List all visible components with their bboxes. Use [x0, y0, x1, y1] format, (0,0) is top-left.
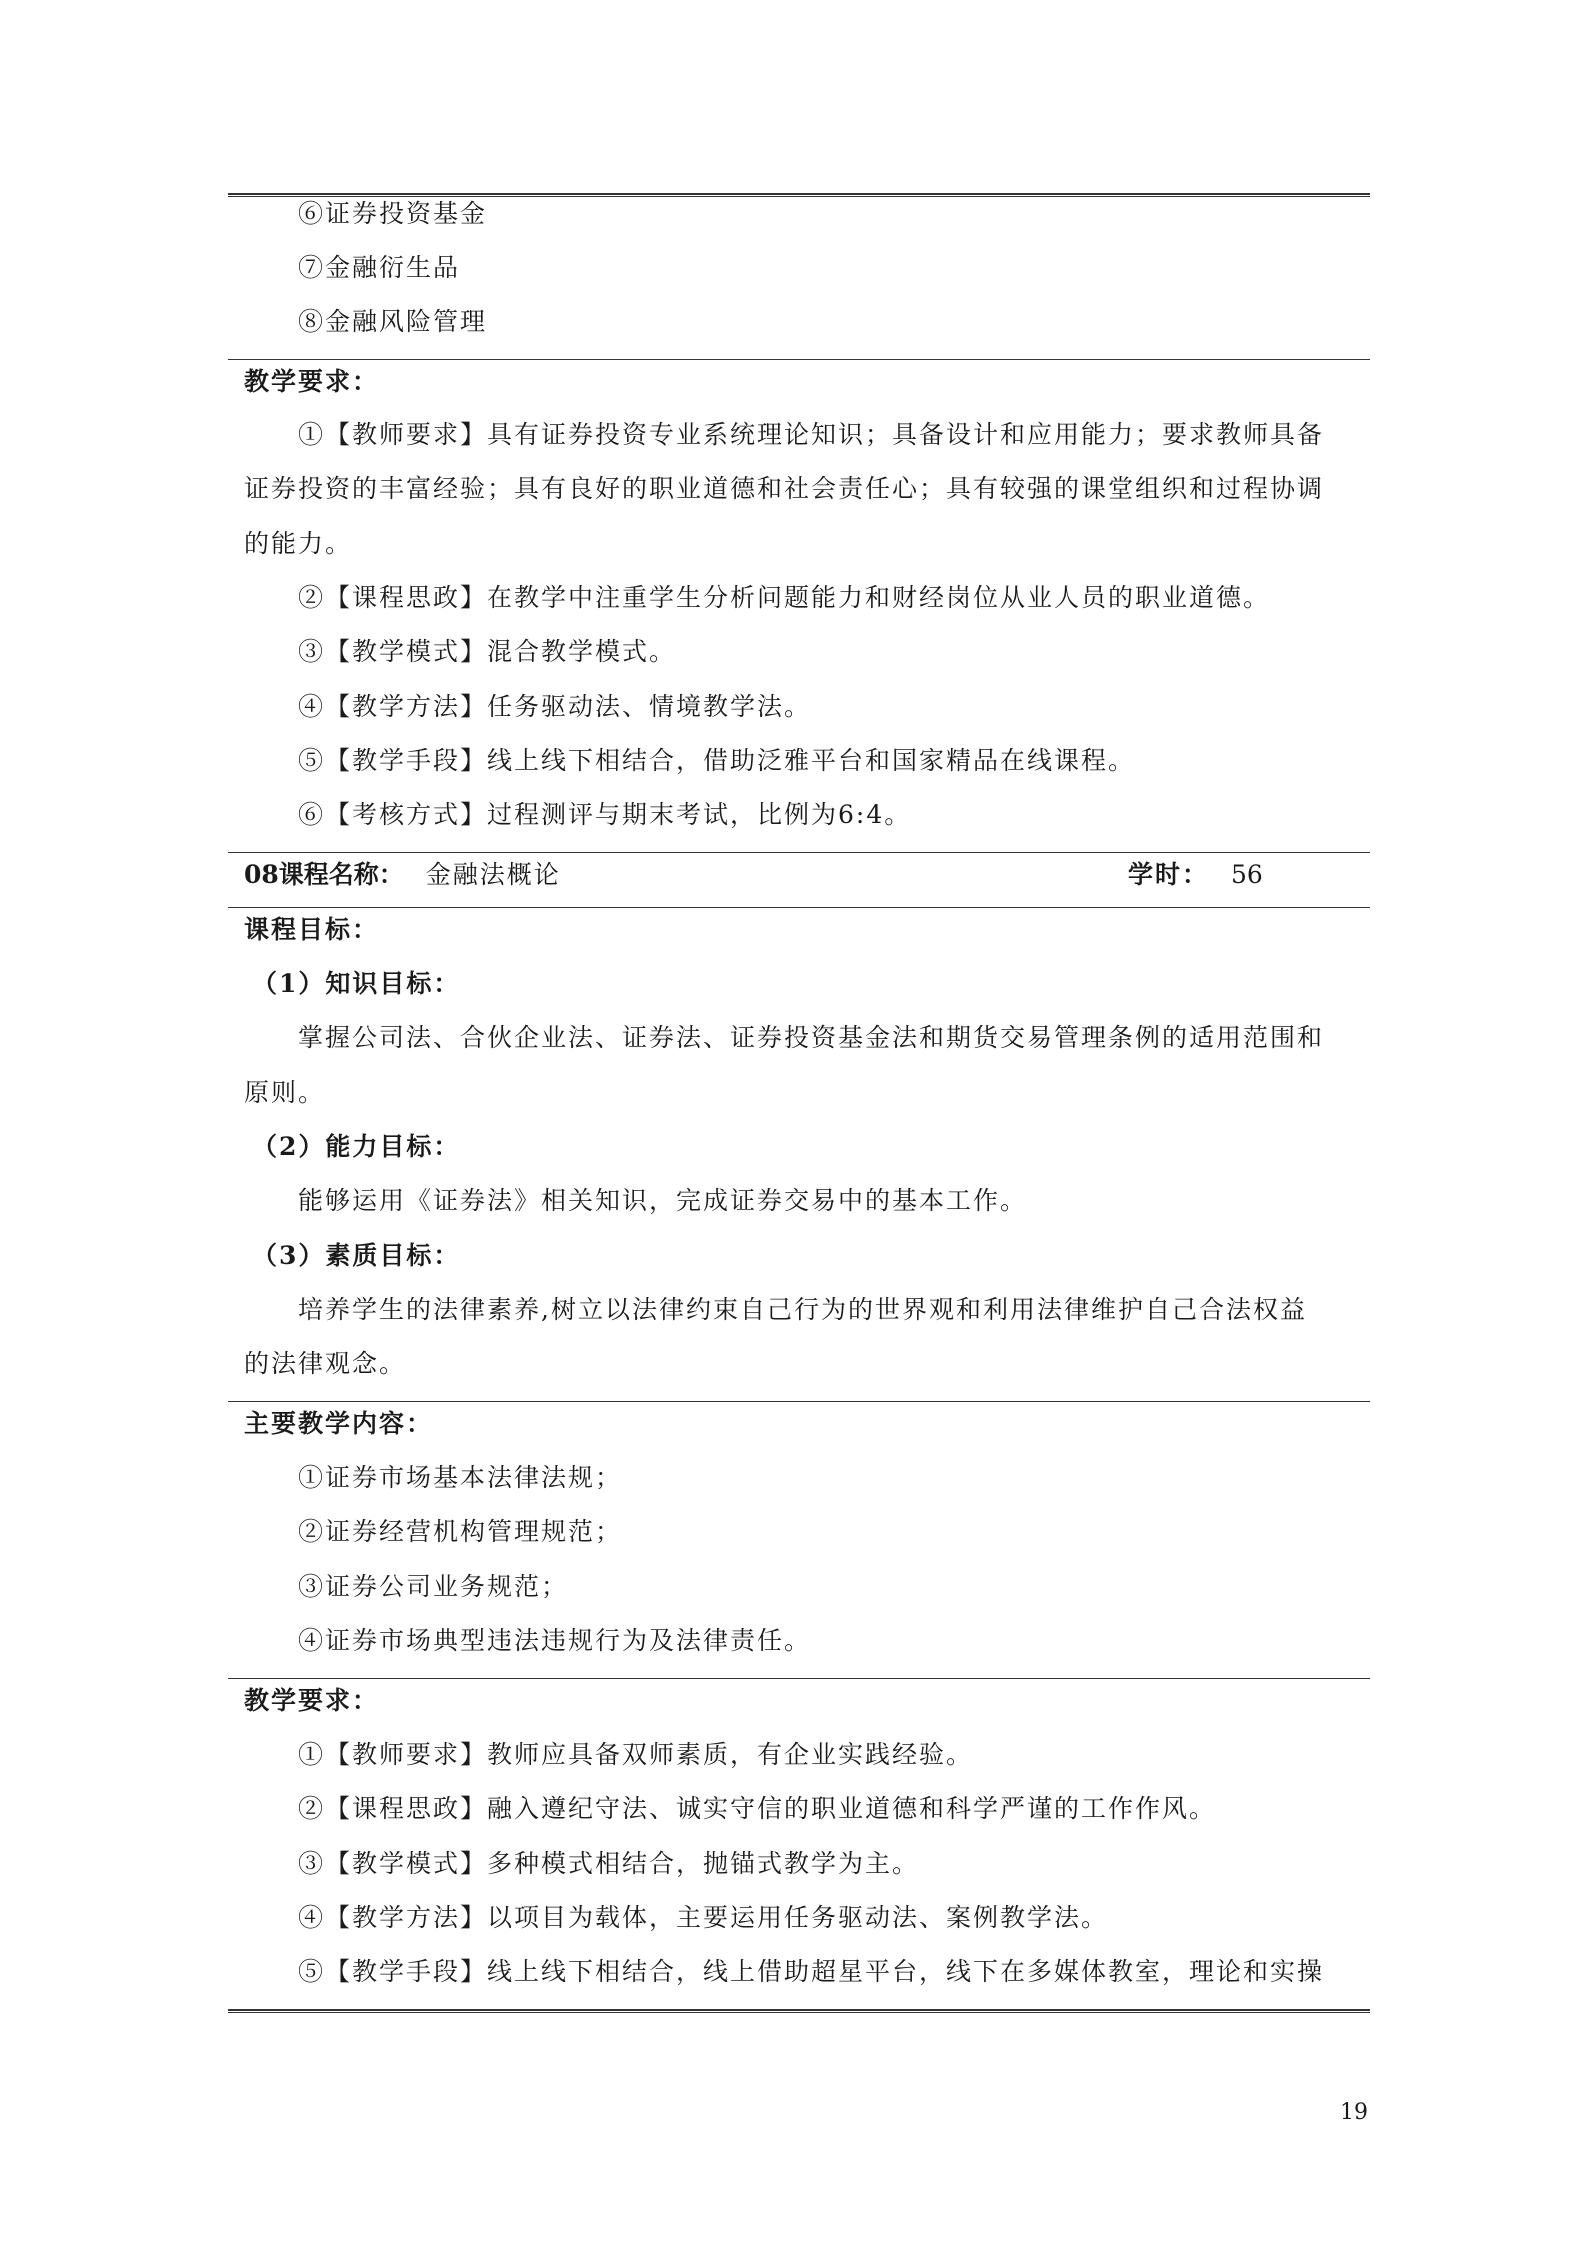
list-item: ③证券公司业务规范；: [298, 1572, 569, 1601]
course-name-row: [244, 857, 561, 893]
page-number: 19: [1340, 2100, 1368, 2125]
paragraph-line: 的能力。: [244, 529, 353, 558]
list-item: ⑥证券投资基金: [298, 199, 488, 228]
bottom-double-rule: [228, 2009, 1370, 2013]
paragraph-line: 证券投资的丰富经验；具有良好的职业道德和社会责任心；具有较强的课堂组织和过程协调: [244, 474, 1325, 503]
subsection-header: （2）能力目标：: [252, 1132, 461, 1161]
list-item: ⑧金融风险管理: [298, 307, 488, 336]
paragraph-line: ②【课程思政】在教学中注重学生分析问题能力和财经岗位从业人员的职业道德。: [298, 583, 1271, 612]
paragraph-line: 培养学生的法律素养,树立以法律约束自己行为的世界观和利用法律维护自己合法权益: [298, 1295, 1307, 1324]
paragraph-line: ①【教师要求】教师应具备双师素质，有企业实践经验。: [298, 1740, 974, 1769]
list-item: ②证券经营机构管理规范；: [298, 1517, 623, 1546]
divider: [228, 907, 1370, 908]
list-item: ④证券市场典型违法违规行为及法律责任。: [298, 1626, 812, 1655]
section-header: 主要教学内容：: [244, 1409, 434, 1438]
paragraph-line: 原则。: [244, 1078, 326, 1107]
paragraph-line: 掌握公司法、合伙企业法、证券法、证券投资基金法和期货交易管理条例的适用范围和: [298, 1023, 1325, 1052]
course-name-label: 08课程名称：: [244, 860, 404, 889]
paragraph-line: ③【教学模式】混合教学模式。: [298, 637, 677, 666]
section-header: 教学要求：: [244, 367, 380, 396]
course-hours-label: 学时：: [1128, 860, 1210, 889]
paragraph-line: ②【课程思政】融入遵纪守法、诚实守信的职业道德和科学严谨的工作作风。: [298, 1794, 1217, 1823]
paragraph-line: 能够运用《证券法》相关知识，完成证券交易中的基本工作。: [298, 1186, 1028, 1215]
paragraph-line: 的法律观念。: [244, 1349, 407, 1378]
section-header: 课程目标：: [244, 915, 380, 944]
paragraph-line: ⑤【教学手段】线上线下相结合，线上借助超星平台，线下在多媒体教室，理论和实操: [298, 1957, 1325, 1986]
list-item: ⑦金融衍生品: [298, 253, 461, 282]
divider: [228, 359, 1370, 360]
course-name: 金融法概论: [425, 860, 561, 889]
course-hours: [1128, 857, 1263, 893]
course-hours-value: 56: [1231, 860, 1263, 889]
paragraph-line: ③【教学模式】多种模式相结合，抛锚式教学为主。: [298, 1849, 920, 1878]
paragraph-line: ④【教学方法】任务驱动法、情境教学法。: [298, 692, 812, 721]
paragraph-line: ⑥【考核方式】过程测评与期末考试，比例为6:4。: [298, 800, 912, 829]
divider: [228, 1401, 1370, 1402]
paragraph-line: ⑤【教学手段】线上线下相结合，借助泛雅平台和国家精品在线课程。: [298, 746, 1136, 775]
divider: [228, 852, 1370, 853]
section-header: 教学要求：: [244, 1686, 380, 1715]
list-item: ①证券市场基本法律法规；: [298, 1463, 623, 1492]
subsection-header: （1）知识目标：: [252, 969, 461, 998]
paragraph-line: ①【教师要求】具有证券投资专业系统理论知识；具备设计和应用能力；要求教师具备: [298, 420, 1325, 449]
divider: [228, 1678, 1370, 1679]
subsection-header: （3）素质目标：: [252, 1241, 461, 1270]
paragraph-line: ④【教学方法】以项目为载体，主要运用任务驱动法、案例教学法。: [298, 1903, 1109, 1932]
